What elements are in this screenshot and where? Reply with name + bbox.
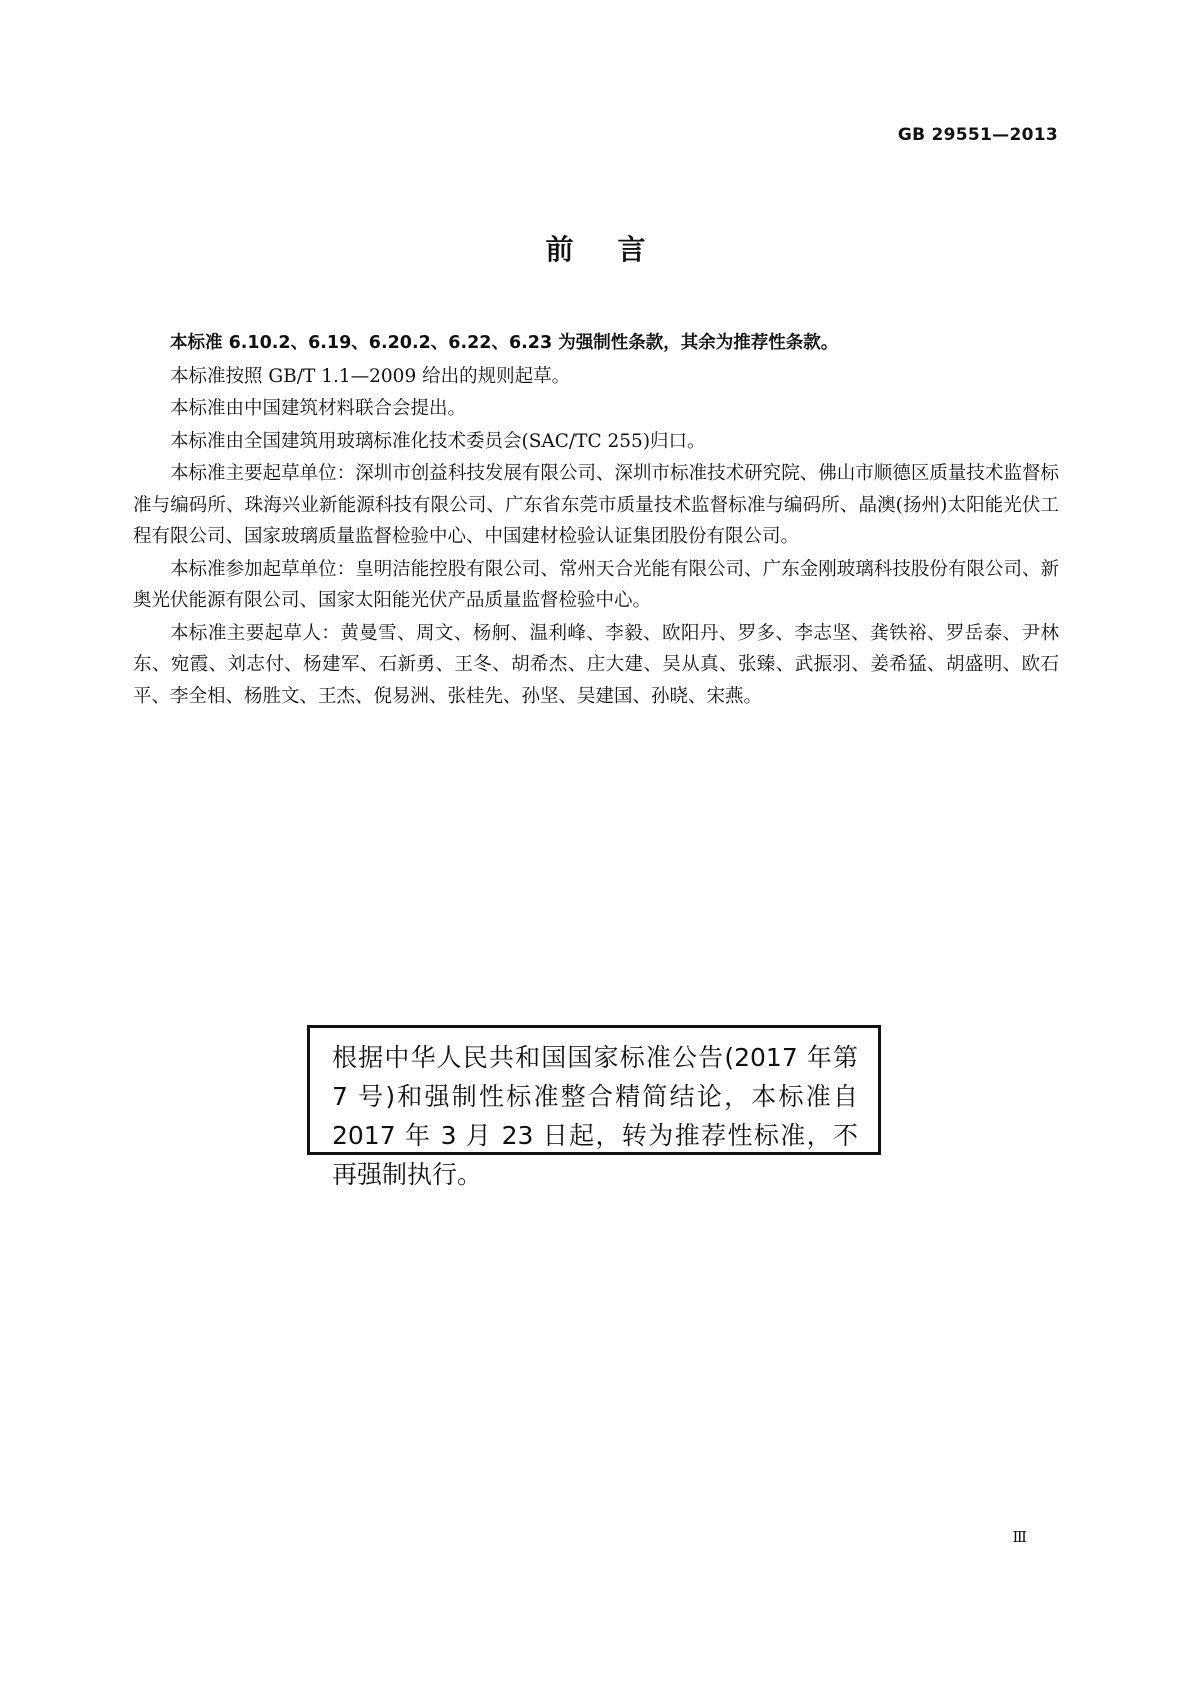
committee-paragraph: 本标准由全国建筑用玻璃标准化技术委员会(SAC/TC 255)归口。 bbox=[170, 430, 706, 452]
main-drafters-paragraph: 本标准主要起草人：黄曼雪、周文、杨舸、温利峰、李毅、欧阳丹、罗多、李志坚、龚铁裕、罗岳泰、尹林东、宛霞、刘志付、杨建军、石新勇、王冬、胡希杰、庄大建、吴从真、张臻、武振羽、姜希猛、胡盛明、欧石平、李全相、杨胜文、王杰、倪易洲、张桂先、孙坚、吴建国、孙晓、宋燕。 bbox=[133, 622, 1059, 707]
notice-box bbox=[307, 1025, 881, 1189]
notice-text: 根据中华人民共和国国家标准公告(2017 年第 7 号)和强制性标准整合精简结论，本标准自 2017 年 3 月 23 日起，转为推荐性标准，不再强制执行。 bbox=[332, 1043, 858, 1189]
main-drafting-units-paragraph: 本标准主要起草单位：深圳市创益科技发展有限公司、深圳市标准技术研究院、佛山市顺德区质量技术监督标准与编码所、珠海兴业新能源科技有限公司、广东省东莞市质量技术监督标准与编码所、晶澳(扬州)太阳能光伏工程有限公司、国家玻璃质量监督检验中心、中国建材检验认证集团股份有限公司。 bbox=[133, 463, 1059, 547]
page-number: Ⅲ bbox=[1012, 1528, 1027, 1546]
proposer-paragraph: 本标准由中国建筑材料联合会提出。 bbox=[170, 398, 467, 419]
page-title: 前言 bbox=[545, 233, 690, 266]
drafting-rules-paragraph: 本标准按照 GB/T 1.1—2009 给出的规则起草。 bbox=[170, 365, 571, 387]
standard-number: GB 29551—2013 bbox=[897, 125, 1058, 145]
mandatory-clauses-paragraph: 本标准 6.10.2、6.19、6.20.2、6.22、6.23 为强制性条款，其余为推荐性条款。 bbox=[170, 333, 839, 353]
foreword-body bbox=[133, 328, 1059, 713]
participating-units-paragraph: 本标准参加起草单位：皇明洁能控股有限公司、常州天合光能有限公司、广东金刚玻璃科技股份有限公司、新奥光伏能源有限公司、国家太阳能光伏产品质量监督检验中心。 bbox=[133, 558, 1059, 611]
